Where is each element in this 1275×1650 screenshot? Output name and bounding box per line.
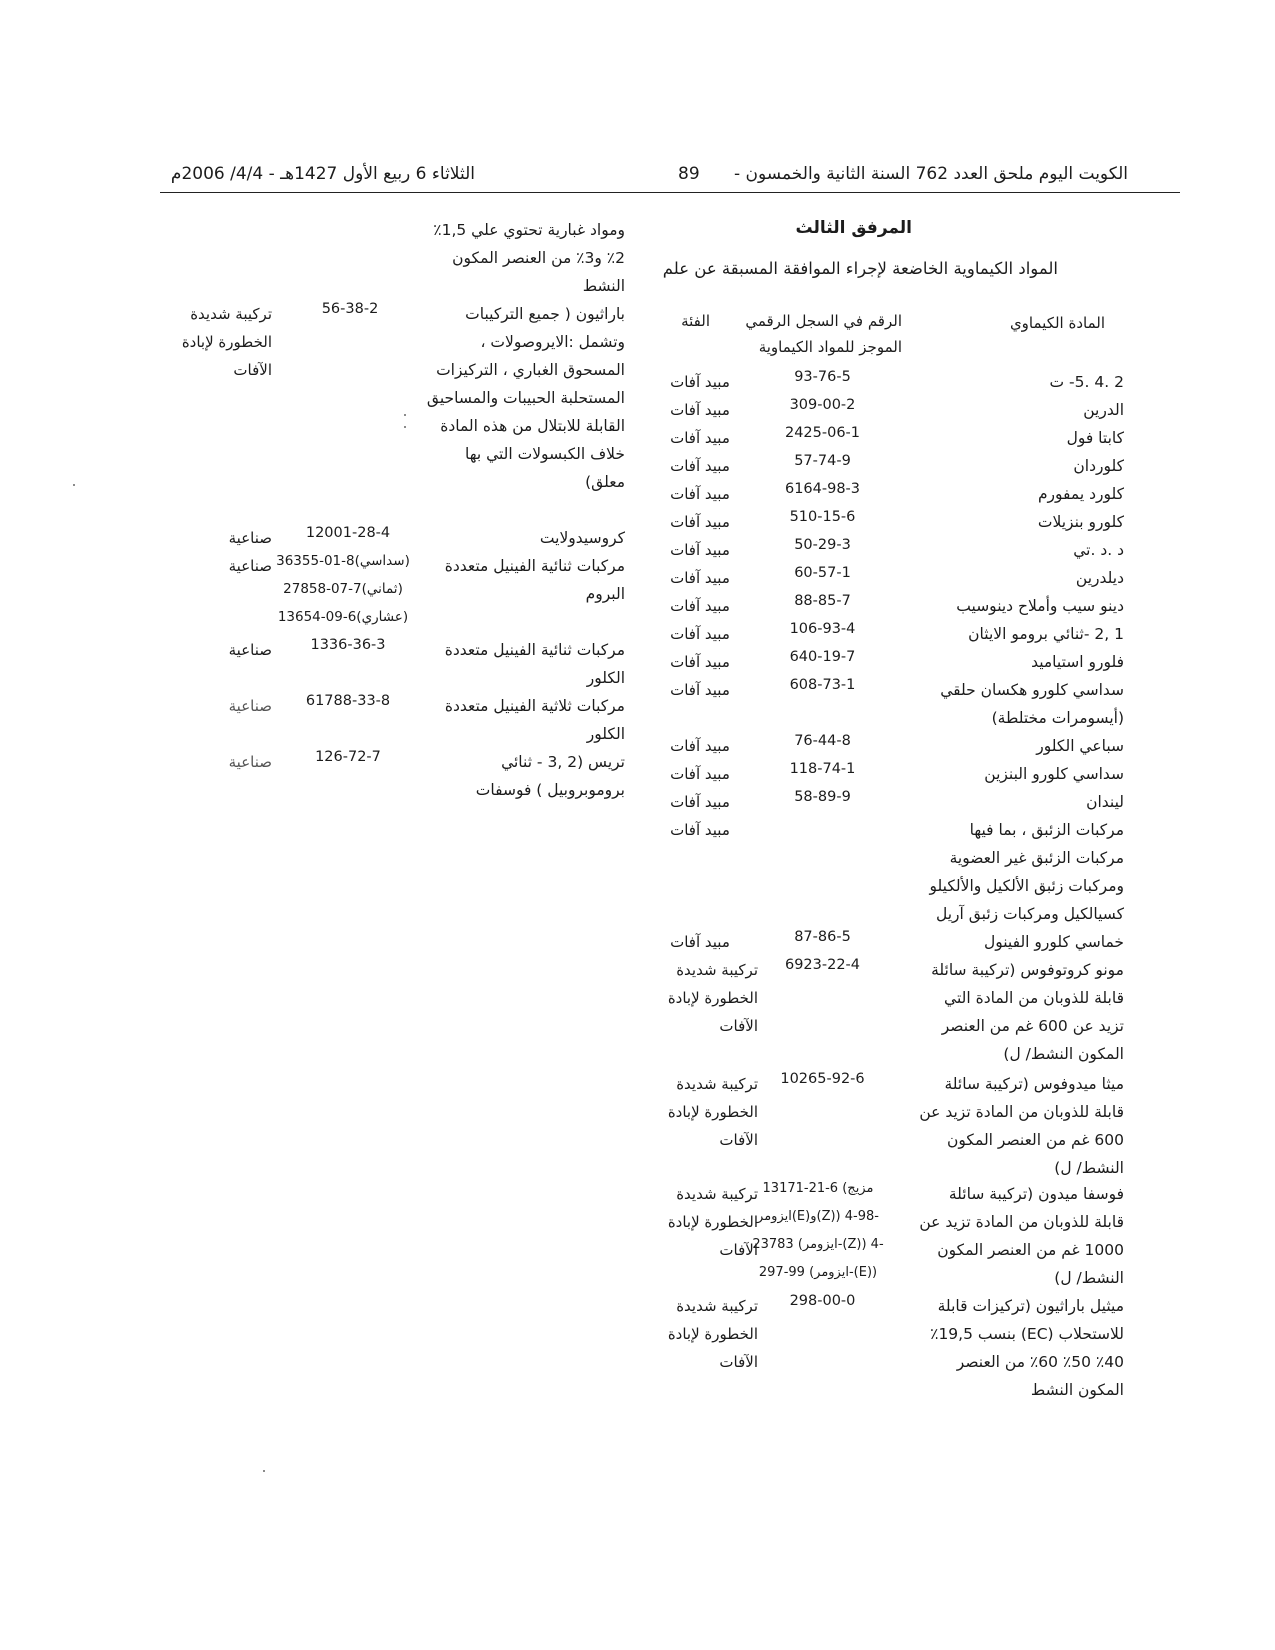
chem-category-7: مبيد آفات [670, 569, 730, 587]
header-rule [160, 192, 1180, 193]
chem-name-6: د .د .تي [1073, 541, 1124, 559]
left-chem-name-5: تريس (2 ,3 - ثنائي بروموبروبيل ) فوسفات [475, 753, 625, 799]
chem-category-18: تركيبة شديدة الخطورة لإبادة الآفات [667, 1075, 758, 1149]
chem-cas-19-line-3: 23783 (ايزومر-(Z)) 4- [752, 1237, 884, 1252]
left-chem-name-3: مركبات ثنائية الفينيل متعددة الكلور [444, 641, 625, 687]
left-chem-category-0: تركيبة شديدة الخطورة لإبادة الآفات [181, 305, 272, 379]
chem-name-5: كلورو بنزيلات [1037, 513, 1124, 531]
chem-name-9: 1 ,2 -ثنائي برومو الايثان [968, 625, 1124, 643]
page-number: 89 [678, 164, 700, 184]
chem-cas-4: 6164-98-3 [784, 481, 861, 497]
chem-name-18: ميثا ميدوفوس (تركيبة سائلة قابلة للذوبان من المادة تزيد عن 600 غم من العنصر المكون النشط/ ل) [919, 1075, 1124, 1177]
chem-name-7: ديلدرين [1075, 569, 1124, 587]
chem-name-0: 2 .4 .5- ت [1049, 373, 1124, 391]
chem-cas-19-line-4: 297-99 (ايزومر-(E)) [758, 1265, 878, 1280]
chem-category-0: مبيد آفات [670, 373, 730, 391]
left-chem-cas-4: 61788-33-8 [305, 693, 391, 709]
chem-cas-2: 2425-06-1 [784, 425, 861, 441]
chem-cas-18: 10265-92-6 [780, 1071, 865, 1087]
chem-cas-3: 57-74-9 [794, 453, 851, 469]
chem-name-12: سباعي الكلور [1036, 737, 1124, 755]
scan-speck [263, 1470, 265, 1472]
annex-title: المرفق الثالث [795, 218, 912, 238]
chem-category-13: مبيد آفات [670, 765, 730, 783]
left-chem-cas-5: 126-72-7 [315, 749, 381, 765]
chem-category-20: تركيبة شديدة الخطورة لإبادة الآفات [667, 1297, 758, 1371]
left-chem-cas-2-line-1: 36355-01-8(سداسي) [276, 553, 410, 569]
left-continuation-text: ومواد غبارية تحتوي علي 1,5٪ 2٪ و3٪ من العنصر المكون النشط [433, 221, 625, 295]
chem-category-11: مبيد آفات [670, 681, 730, 699]
chem-category-3: مبيد آفات [670, 457, 730, 475]
left-chem-category-2: صناعية [228, 557, 272, 575]
chem-cas-6: 50-29-3 [794, 537, 851, 553]
chem-cas-19-line-2: ايزومر(E)و(Z)) 4-98- [757, 1209, 879, 1224]
chem-name-8: دينو سيب وأملاح دينوسيب [956, 597, 1124, 615]
chem-category-17: تركيبة شديدة الخطورة لإبادة الآفات [667, 961, 758, 1035]
column-header-cas-line1: الرقم في السجل الرقمي [745, 312, 902, 330]
chem-name-16: خماسي كلورو الفينول [983, 933, 1124, 951]
chem-name-19: فوسفا ميدون (تركيبة سائلة قابلة للذوبان من المادة تزيد عن 1000 غم من العنصر المكون النشط/ ل) [919, 1185, 1124, 1287]
left-chem-cas-1: 12001-28-4 [305, 525, 391, 541]
chem-cas-0: 93-76-5 [794, 369, 851, 385]
left-chem-category-4: صناعية [228, 697, 272, 715]
chem-name-1: الدرين [1083, 401, 1124, 419]
chem-category-2: مبيد آفات [670, 429, 730, 447]
scan-speck [73, 484, 75, 486]
chem-cas-5: 510-15-6 [789, 509, 856, 525]
scan-speck [404, 426, 406, 428]
chem-cas-13: 118-74-1 [789, 761, 856, 777]
chem-cas-8: 88-85-7 [794, 593, 851, 609]
chem-category-6: مبيد آفات [670, 541, 730, 559]
chem-name-13: سداسي كلورو البنزين [984, 765, 1124, 783]
column-header-cas-line2: الموجز للمواد الكيماوية [758, 338, 902, 356]
chem-cas-20: 298-00-0 [789, 1293, 856, 1309]
chem-category-5: مبيد آفات [670, 513, 730, 531]
chem-category-15: مبيد آفات [670, 821, 730, 839]
left-chem-category-5: صناعية [228, 753, 272, 771]
chem-category-1: مبيد آفات [670, 401, 730, 419]
annex-subtitle: المواد الكيماوية الخاضعة لإجراء الموافقة المسبقة عن علم [662, 259, 1058, 278]
chem-category-10: مبيد آفات [670, 653, 730, 671]
left-chem-name-0: باراثيون ( جميع التركيبات وتشمل :الايروصولات ، المسحوق الغباري ، التركيزات المستحلبة الحبيبات والمساحيق القابلة للابتلال من هذه المادة خلاف الكبسولات التي بها معلق) [426, 305, 625, 491]
chem-category-4: مبيد آفات [670, 485, 730, 503]
left-chem-category-1: صناعية [228, 529, 272, 547]
chem-name-4: كلورد يمفورم [1037, 485, 1124, 503]
chem-name-11: سداسي كلورو هكسان حلقي (أيسومرات مختلطة) [940, 681, 1124, 727]
chem-name-3: كلوردان [1073, 457, 1124, 475]
chem-name-2: كابتا فول [1066, 429, 1124, 447]
header-title: الكويت اليوم ملحق العدد 762 السنة الثانية والخمسون - [734, 164, 1128, 184]
left-chem-category-3: صناعية [228, 641, 272, 659]
chem-category-19: تركيبة شديدة الخطورة لإبادة الآفات [667, 1185, 758, 1259]
chem-cas-1: 309-00-2 [789, 397, 856, 413]
chem-name-15: مركبات الزئبق ، بما فيها مركبات الزئبق غير العضوية ومركبات زئبق الألكيل والألكيلو كسيالكيل ومركبات زئبق آريل [929, 821, 1124, 923]
left-chem-cas-0: 56-38-2 [321, 301, 379, 317]
chem-cas-19-line-1: 13171-21-6 (مزيج [762, 1181, 874, 1196]
chem-category-14: مبيد آفات [670, 793, 730, 811]
chem-category-12: مبيد آفات [670, 737, 730, 755]
chem-cas-9: 106-93-4 [789, 621, 856, 637]
chem-cas-16: 87-86-5 [794, 929, 851, 945]
chem-name-10: فلورو استياميد [1031, 653, 1124, 671]
chem-category-9: مبيد آفات [670, 625, 730, 643]
chem-cas-7: 60-57-1 [794, 565, 851, 581]
chem-cas-10: 640-19-7 [789, 649, 856, 665]
chem-cas-11: 608-73-1 [789, 677, 856, 693]
chem-name-17: مونو كروتوفوس (تركيبة سائلة قابلة للذوبان من المادة التي تزيد عن 600 غم من العنصر المكون النشط/ ل) [931, 961, 1124, 1063]
left-chem-name-4: مركبات ثلاثية الفينيل متعددة الكلور [444, 697, 625, 743]
column-header-chemical: المادة الكيماوي [1009, 314, 1105, 332]
header-date: الثلاثاء 6 ربيع الأول 1427هـ - 4/4/ 2006م [170, 164, 475, 184]
scan-speck [404, 414, 406, 416]
chem-cas-12: 76-44-8 [794, 733, 851, 749]
chem-name-14: ليندان [1086, 793, 1124, 811]
chem-name-20: ميثيل باراثيون (تركيزات قابلة للاستحلاب (EC) بنسب 19,5٪ 40٪ 50٪ 60٪ من العنصر المكون النشط [930, 1297, 1124, 1399]
chem-cas-17: 6923-22-4 [784, 957, 861, 973]
column-header-category: الفئة [681, 312, 710, 330]
left-chem-cas-3: 1336-36-3 [310, 637, 386, 653]
left-chem-name-1: كروسيدولايت [539, 529, 625, 547]
left-chem-cas-2-line-2: 27858-07-7(ثماني) [283, 581, 403, 597]
left-chem-cas-2-line-3: 13654-09-6(عشاري) [277, 609, 409, 625]
chem-cas-14: 58-89-9 [794, 789, 851, 805]
left-chem-name-2: مركبات ثنائية الفينيل متعددة البروم [444, 557, 625, 603]
chem-category-16: مبيد آفات [670, 933, 730, 951]
chem-category-8: مبيد آفات [670, 597, 730, 615]
